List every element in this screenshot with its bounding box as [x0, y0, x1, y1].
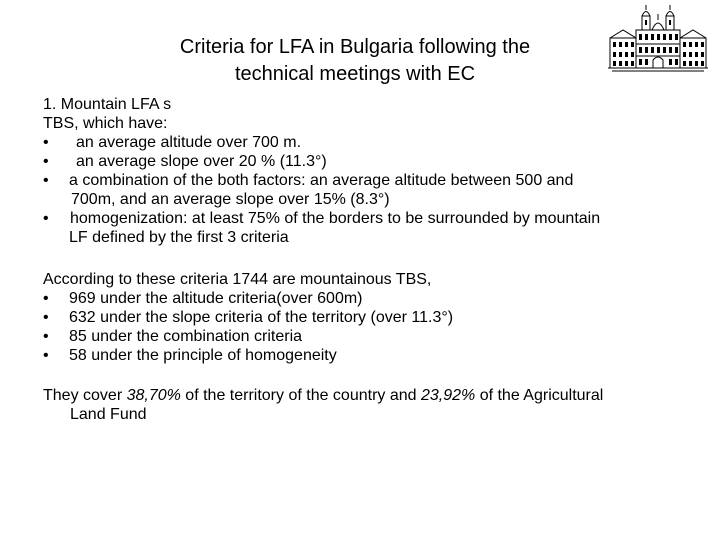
results-list — [43, 289, 693, 365]
list-item — [43, 133, 693, 152]
result-altitude: 969 under the altitude criteria(over 600m) — [69, 290, 363, 307]
criterion-altitude: an average altitude over 700 m. — [76, 134, 302, 151]
criterion-combination-line-1: a combination of the both factors: an average altitude between 500 and — [69, 172, 574, 189]
coverage-text-1: They cover — [43, 387, 127, 404]
criterion-homogenization-line-1: homogenization: at least 75% of the borders to be surrounded by mountain — [70, 210, 601, 227]
spacer — [43, 365, 693, 386]
list-item — [43, 346, 693, 365]
slide-body — [43, 95, 693, 424]
slide-title — [110, 34, 600, 88]
bullet-icon: • — [43, 134, 49, 151]
result-combination: 85 under the combination criteria — [69, 328, 303, 345]
bullet-icon: • — [43, 210, 49, 227]
title-line-1: Criteria for LFA in Bulgaria following the — [179, 36, 531, 58]
section-1-heading: 1. Mountain LFA s — [43, 96, 172, 113]
spacer — [43, 247, 693, 270]
coverage-text-3: of the Agricultural — [475, 387, 604, 404]
bullet-icon: • — [43, 309, 49, 326]
coverage-summary-line-1 — [43, 386, 693, 405]
criterion-combination-line-2: 700m, and an average slope over 15% (8.3°) — [71, 191, 390, 208]
agricultural-percentage: 23,92% — [420, 387, 476, 404]
result-slope: 632 under the slope criteria of the territory (over 11.3°) — [69, 309, 454, 326]
list-item — [43, 327, 693, 346]
bullet-icon: • — [43, 290, 49, 307]
criterion-slope: an average slope over 20 % (11.3°) — [76, 153, 327, 170]
building-engraving-icon — [606, 4, 710, 74]
bullet-icon: • — [43, 328, 49, 345]
list-item — [43, 171, 693, 190]
bullet-icon: • — [43, 347, 49, 364]
list-item — [43, 209, 693, 228]
title-line-2: technical meetings with EC — [234, 63, 476, 85]
territory-percentage: 38,70% — [126, 387, 181, 404]
list-item — [43, 308, 693, 327]
coverage-summary-line-2: Land Fund — [70, 406, 147, 423]
list-item — [43, 289, 693, 308]
section-1-intro: TBS, which have: — [43, 115, 168, 132]
bullet-icon: • — [43, 172, 49, 189]
coverage-text-2: of the territory of the country and — [180, 387, 421, 404]
bullet-icon: • — [43, 153, 49, 170]
result-homogeneity: 58 under the principle of homogeneity — [69, 347, 337, 364]
section-2-intro: According to these criteria 1744 are mountainous TBS, — [43, 271, 432, 288]
list-item — [43, 152, 693, 171]
criterion-homogenization-line-2: LF defined by the first 3 criteria — [69, 229, 289, 246]
